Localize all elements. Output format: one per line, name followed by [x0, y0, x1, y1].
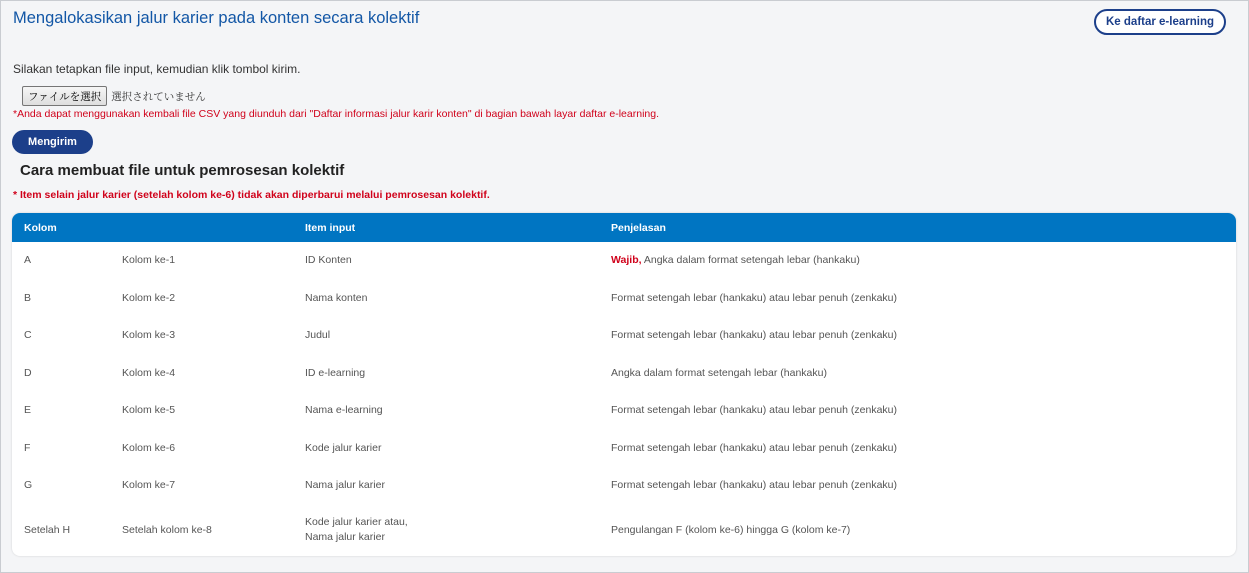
cell-description: Format setengah lebar (hankaku) atau lebar penuh (zenkaku) — [611, 404, 898, 416]
description-text: Angka dalam format setengah lebar (hankaku) — [641, 254, 860, 266]
table-row — [12, 467, 1236, 504]
cell-description: Pengulangan F (kolom ke-6) hingga G (kolom ke-7) — [611, 523, 851, 536]
cell-description: Format setengah lebar (hankaku) atau lebar penuh (zenkaku) — [611, 291, 898, 304]
cell-description: Format setengah lebar (hankaku) atau lebar penuh (zenkaku) — [611, 329, 898, 341]
cell-column: B — [24, 291, 32, 304]
cell-column-name: Kolom ke-2 — [122, 291, 176, 304]
columns-table — [12, 213, 1236, 556]
table-header — [12, 213, 1236, 242]
section-title: Cara membuat file untuk pemrosesan kolektif — [20, 162, 345, 179]
bulk-note: * Item selain jalur karier (setelah kolom ke-6) tidak akan diperbarui melalui pemrosesan kolektif. — [13, 189, 490, 201]
cell-column-name: Kolom ke-5 — [122, 404, 176, 416]
header-description: Penjelasan — [611, 221, 666, 234]
cell-column-name: Setelah kolom ke-8 — [122, 523, 212, 536]
table-row — [12, 504, 1236, 556]
cell-column-name: Kolom ke-4 — [122, 366, 176, 379]
cell-input-item — [305, 504, 408, 556]
cell-column: A — [24, 254, 32, 266]
table-row — [12, 392, 1236, 429]
cell-input-item: Kode jalur karier — [305, 441, 382, 454]
cell-input-item: Nama konten — [305, 291, 368, 304]
required-label: Wajib, — [611, 254, 642, 266]
table-row — [12, 317, 1236, 354]
input-item-line: Kode jalur karier atau, — [305, 516, 408, 528]
cell-description: Format setengah lebar (hankaku) atau lebar penuh (zenkaku) — [611, 479, 898, 491]
cell-column-name: Kolom ke-6 — [122, 441, 176, 454]
instruction-text: Silakan tetapkan file input, kemudian klik tombol kirim. — [13, 62, 301, 76]
cell-column: F — [24, 441, 31, 454]
cell-description: Angka dalam format setengah lebar (hankaku) — [611, 366, 827, 379]
cell-input-item: ID e-learning — [305, 366, 366, 379]
file-status: 選択されていません — [111, 90, 206, 103]
choose-file-button[interactable]: ファイルを選択 — [22, 86, 107, 106]
page-title: Mengalokasikan jalur karier pada konten secara kolektif — [13, 9, 420, 27]
cell-input-item: Judul — [305, 329, 331, 341]
elearning-list-button[interactable]: Ke daftar e-learning — [1094, 9, 1226, 35]
cell-description: Format setengah lebar (hankaku) atau lebar penuh (zenkaku) — [611, 441, 898, 454]
table-row — [12, 279, 1236, 317]
header-column: Kolom — [24, 221, 57, 234]
cell-column: G — [24, 479, 33, 491]
cell-column-name: Kolom ke-1 — [122, 254, 176, 266]
table-row — [12, 429, 1236, 467]
cell-column: D — [24, 366, 32, 379]
cell-column-name: Kolom ke-7 — [122, 479, 176, 491]
cell-input-item: ID Konten — [305, 254, 352, 266]
csv-note: *Anda dapat menggunakan kembali file CSV yang diunduh dari "Daftar informasi jalur karir konten" di bagian bawah layar daftar e-learning. — [13, 108, 659, 120]
table-row — [12, 354, 1236, 392]
cell-column-name: Kolom ke-3 — [122, 329, 176, 341]
cell-column: C — [24, 329, 32, 341]
cell-column: Setelah H — [24, 523, 71, 536]
file-input[interactable] — [22, 86, 206, 106]
cell-input-item: Nama e-learning — [305, 404, 383, 416]
cell-column: E — [24, 404, 32, 416]
submit-button[interactable]: Mengirim — [12, 130, 93, 154]
cell-description — [611, 242, 860, 279]
cell-input-item: Nama jalur karier — [305, 479, 385, 491]
input-item-line: Nama jalur karier — [305, 531, 385, 543]
table-row — [12, 242, 1236, 279]
header-input-item: Item input — [305, 221, 356, 234]
